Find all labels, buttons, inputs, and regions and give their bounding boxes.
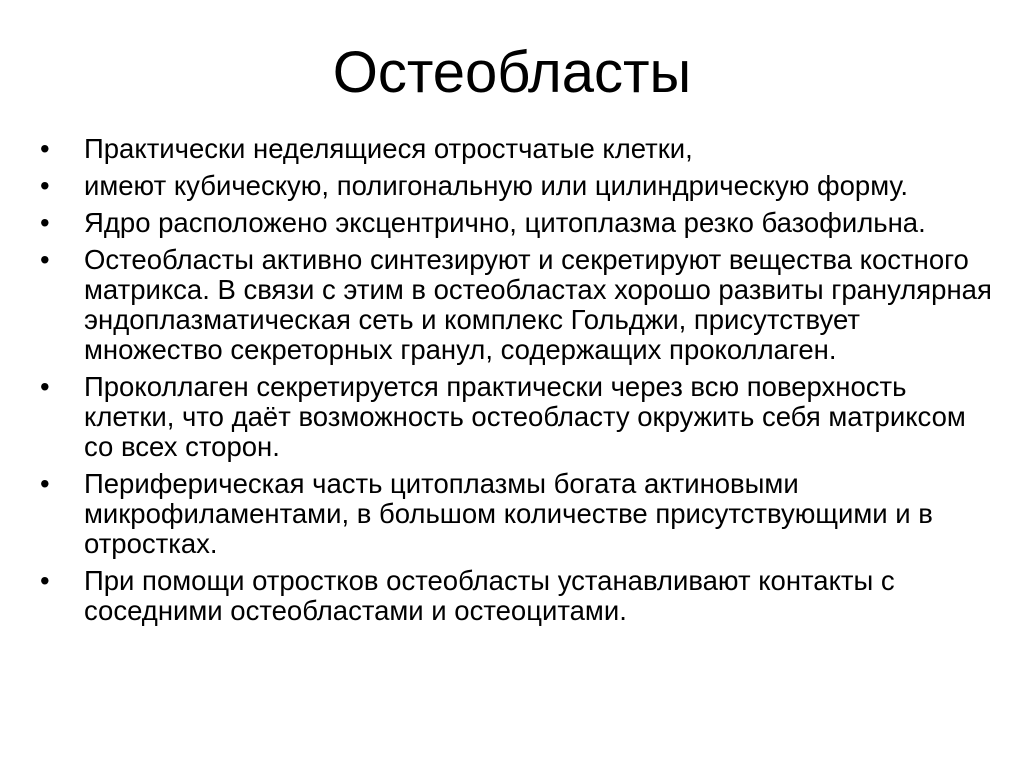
bullet-text: При помощи отростков остеобласты устанавливают контакты с соседними остеобластами и остеоцитами. — [84, 565, 895, 626]
bullet-item — [40, 171, 1000, 201]
bullet-item — [40, 372, 1000, 462]
bullet-icon: • — [40, 170, 50, 201]
bullet-text: Практически неделящиеся отростчатые клетки, — [84, 133, 693, 164]
bullet-text: Периферическая часть цитоплазмы богата актиновыми микрофиламентами, в большом количестве присутствующими и в отростках. — [84, 468, 933, 559]
bullet-text: имеют кубическую, полигональную или цилиндрическую форму. — [84, 170, 909, 201]
bullet-text: Проколлаген секретируется практически через всю поверхность клетки, что даёт возможность остеобласту окружить себя матриксом со всех сторон. — [84, 371, 966, 462]
bullet-item — [40, 469, 1000, 559]
bullet-text: Остеобласты активно синтезируют и секретируют вещества костного матрикса. В связи с этим в остеобластах хорошо развиты гранулярная эндоплазматическая сеть и комплекс Гольджи, присутствует множество секреторных гранул, содержащих проколлаген. — [84, 244, 992, 365]
bullet-text: Ядро расположено эксцентрично, цитоплазма резко базофильна. — [84, 207, 926, 238]
bullet-icon: • — [40, 371, 50, 402]
bullet-item — [40, 566, 1000, 626]
bullet-list — [40, 134, 1000, 633]
bullet-icon: • — [40, 468, 50, 499]
bullet-icon: • — [40, 244, 50, 275]
bullet-item — [40, 208, 1000, 238]
bullet-icon: • — [40, 207, 50, 238]
bullet-icon: • — [40, 133, 50, 164]
slide-title: Остеобласты — [332, 40, 692, 105]
bullet-icon: • — [40, 565, 50, 596]
bullet-item — [40, 245, 1000, 365]
bullet-item — [40, 134, 1000, 164]
